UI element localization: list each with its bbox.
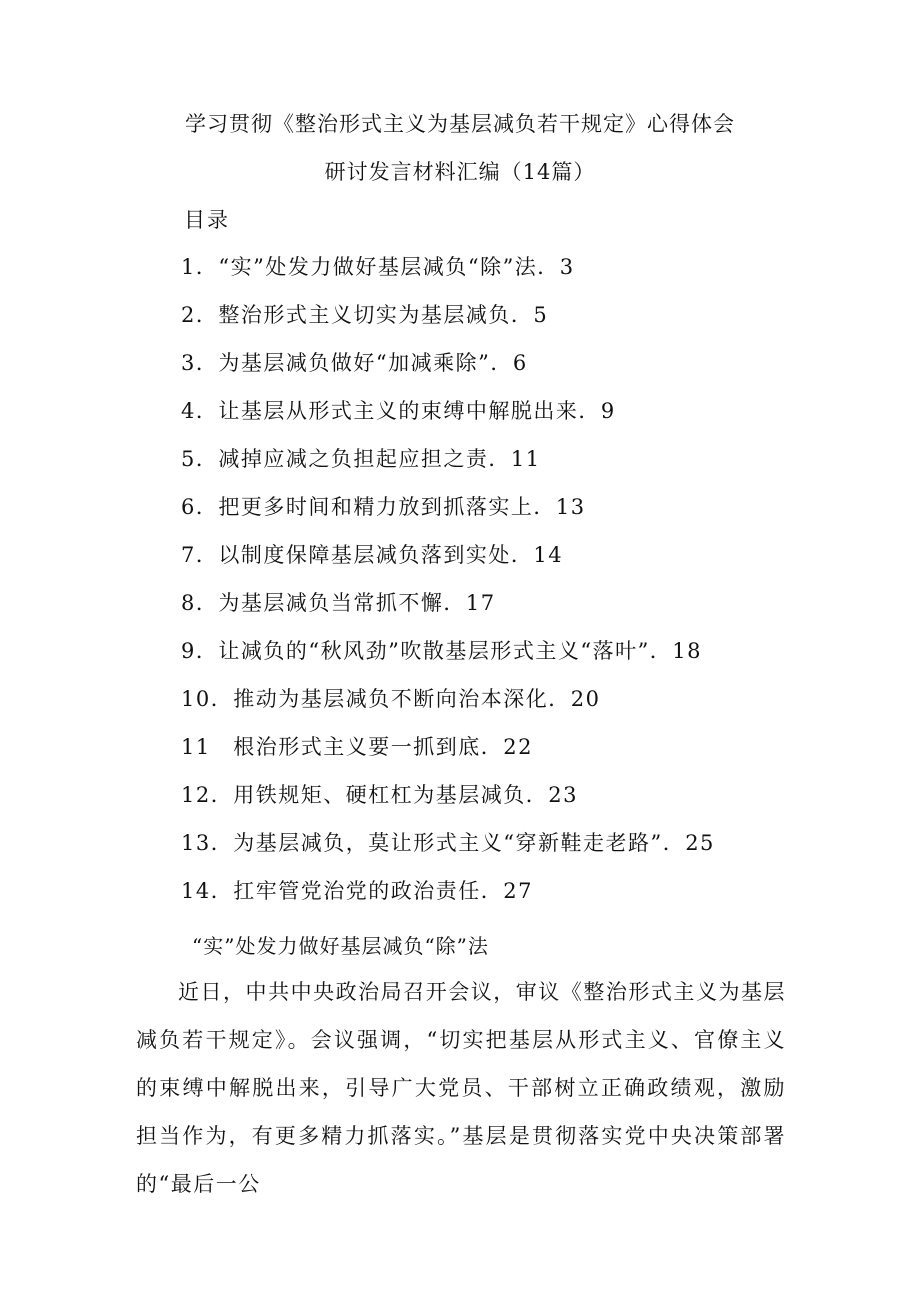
document-title-line-2: 研讨发言材料汇编（14篇）	[324, 160, 596, 184]
toc-item-9: 9．让减负的“秋风劲”吹散基层形式主义“落叶”．18	[181, 639, 703, 663]
table-of-contents	[181, 252, 715, 924]
toc-item-2: 2．整治形式主义切实为基层减负．5	[181, 303, 549, 327]
toc-item-14: 14．扛牢管党治党的政治责任．27	[181, 879, 533, 903]
toc-item-6: 6．把更多时间和精力放到抓落实上．13	[181, 495, 586, 519]
section-title: “实”处发力做好基层减负“除”法	[192, 934, 489, 958]
toc-item-11: 11 根治形式主义要一抓到底．22	[181, 735, 533, 759]
document-title-line-1: 学习贯彻《整治形式主义为基层减负若干规定》心得体会	[185, 112, 735, 136]
body-paragraph: 近日，中共中央政治局召开会议，审议《整治形式主义为基层减负若干规定》。会议强调，“切实把基层从形式主义、官僚主义的束缚中解脱出来，引导广大党员、干部树立正确政绩观，激励担当作为，有更多精力抓落实。”基层是贯彻落实党中央决策部署的“最后一公	[136, 980, 786, 1196]
toc-heading: 目录	[184, 208, 230, 232]
toc-item-13: 13．为基层减负，莫让形式主义“穿新鞋走老路”．25	[181, 831, 715, 855]
toc-item-8: 8．为基层减负当常抓不懈．17	[181, 591, 496, 615]
toc-item-3: 3．为基层减负做好“加减乘除”．6	[181, 351, 528, 375]
toc-item-10: 10．推动为基层减负不断向治本深化．20	[181, 687, 601, 711]
toc-item-4: 4．让基层从形式主义的束缚中解脱出来．9	[181, 399, 616, 423]
toc-item-5: 5．减掉应减之负担起应担之责．11	[181, 447, 541, 471]
toc-item-1: 1．“实”处发力做好基层减负“除”法．3	[181, 255, 575, 279]
toc-item-7: 7．以制度保障基层减负落到实处．14	[181, 543, 564, 567]
toc-item-12: 12．用铁规矩、硬杠杠为基层减负．23	[181, 783, 578, 807]
